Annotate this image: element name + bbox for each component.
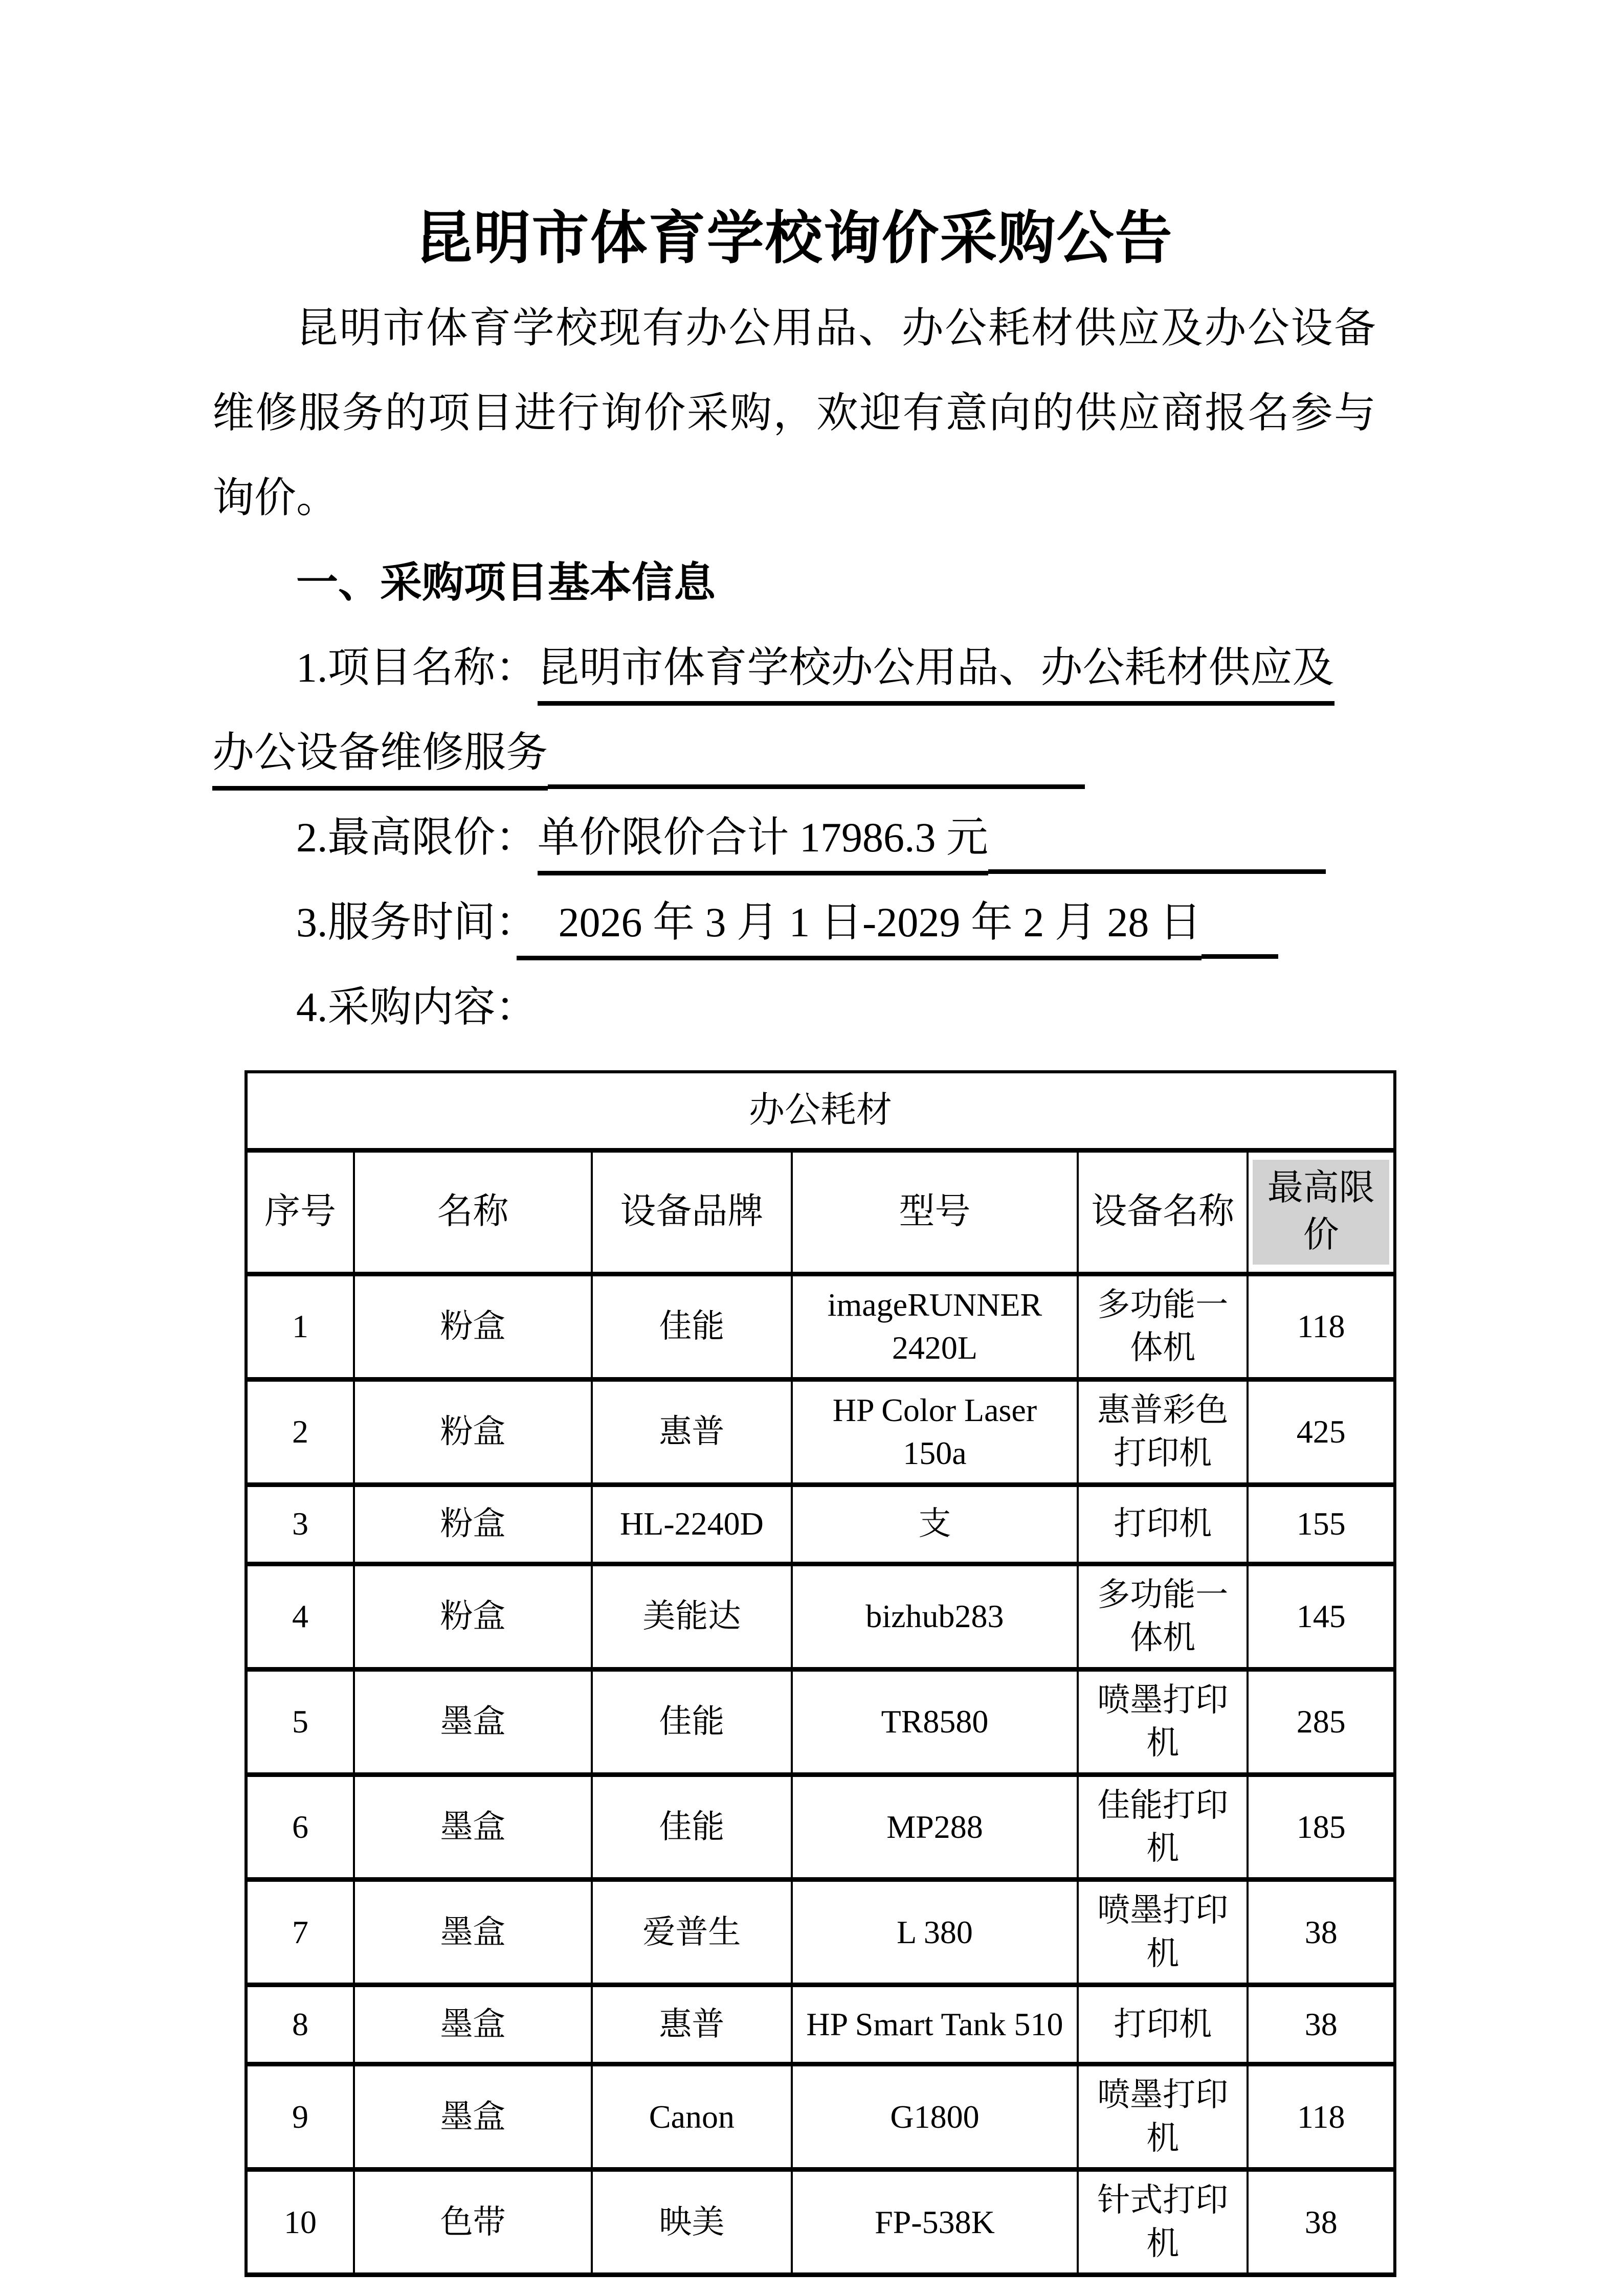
header-max-price [1248, 1151, 1395, 1274]
table-cell: 8 [246, 1985, 354, 2064]
table-cell: 3 [246, 1484, 354, 1564]
header-max-price-highlight: 最高限价 [1253, 1160, 1389, 1265]
table-cell: 墨盒 [354, 1880, 592, 1985]
header-name: 名称 [354, 1151, 592, 1274]
table-cell: 145 [1248, 1564, 1395, 1669]
item-purchase-content-label: 4.采购内容： [296, 984, 538, 1030]
table-cell: 墨盒 [354, 1774, 592, 1880]
table-cell: 美能达 [592, 1564, 792, 1669]
table-cell: 285 [1248, 1669, 1395, 1774]
header-model: 型号 [792, 1151, 1078, 1274]
table-cell: 墨盒 [354, 1985, 592, 2064]
table-cell: 打印机 [1078, 1484, 1248, 1564]
table-cell: 118 [1248, 2064, 1395, 2170]
table-cell: 针式打印机 [1078, 2170, 1248, 2275]
table-cell: MP288 [792, 1774, 1078, 1880]
table-cell: HP Smart Tank 510 [792, 1985, 1078, 2064]
table-row [246, 2170, 1395, 2275]
table-cell: 佳能 [592, 1274, 792, 1379]
table-cell: 惠普 [592, 1379, 792, 1484]
table-cell: 粉盒 [354, 1564, 592, 1669]
header-device-name: 设备名称 [1078, 1151, 1248, 1274]
table-cell: 打印机 [1078, 1985, 1248, 2064]
header-index: 序号 [246, 1151, 354, 1274]
table-cell: 7 [246, 1880, 354, 1985]
underline-extension [988, 869, 1326, 874]
table-row [246, 1379, 1395, 1484]
table-row [246, 1985, 1395, 2064]
table-cell: bizhub283 [792, 1564, 1078, 1669]
table-row [246, 1274, 1395, 1379]
item-project-name [212, 625, 1376, 795]
table-cell: G1800 [792, 2064, 1078, 2170]
table-cell: 喷墨打印机 [1078, 1880, 1248, 1985]
item-max-price [212, 795, 1376, 880]
table-cell: 粉盒 [354, 1379, 592, 1484]
table-cell: 爱普生 [592, 1880, 792, 1985]
underline-extension [548, 784, 1085, 789]
item-max-price-label: 2.最高限价： [296, 814, 538, 861]
consumables-table [244, 1070, 1396, 2277]
item-project-name-label: 1.项目名称： [296, 644, 538, 691]
table-cell: 墨盒 [354, 1669, 592, 1774]
item-service-time-label: 3.服务时间： [296, 899, 517, 946]
table-cell: 425 [1248, 1379, 1395, 1484]
table-cell: 喷墨打印机 [1078, 1669, 1248, 1774]
table-cell: 佳能 [592, 1774, 792, 1880]
table-cell: L 380 [792, 1880, 1078, 1985]
table-cell: 38 [1248, 1880, 1395, 1985]
table-row [246, 1564, 1395, 1669]
item-project-name-value: 昆明市体育学校办公用品、办公耗材供应及办公设备维修服务 [212, 644, 1334, 791]
table-cell: 38 [1248, 2170, 1395, 2275]
table-cell: 佳能打印机 [1078, 1774, 1248, 1880]
table-caption: 办公耗材 [246, 1072, 1395, 1151]
page-title: 昆明市体育学校询价采购公告 [415, 206, 1173, 270]
section-heading: 一、采购项目基本信息 [296, 559, 716, 606]
table-cell: imageRUNNER 2420L [792, 1274, 1078, 1379]
table-cell: 38 [1248, 1985, 1395, 2064]
table-row [246, 1774, 1395, 1880]
table-cell: 惠普彩色打印机 [1078, 1379, 1248, 1484]
table-row [246, 1880, 1395, 1985]
table-cell: 155 [1248, 1484, 1395, 1564]
header-brand: 设备品牌 [592, 1151, 792, 1274]
table-cell: 2 [246, 1379, 354, 1484]
item-service-time [212, 880, 1376, 965]
table-cell: 1 [246, 1274, 354, 1379]
table-cell: 粉盒 [354, 1274, 592, 1379]
table-cell: 粉盒 [354, 1484, 592, 1564]
table-cell: 10 [246, 2170, 354, 2275]
table-row [246, 1669, 1395, 1774]
item-max-price-value: 单价限价合计 17986.3 元 [538, 814, 989, 875]
table-row [246, 2064, 1395, 2170]
table-cell: 惠普 [592, 1985, 792, 2064]
table-body [246, 1274, 1395, 2275]
table-cell: 喷墨打印机 [1078, 2064, 1248, 2170]
table-cell: 9 [246, 2064, 354, 2170]
table-cell: 佳能 [592, 1669, 792, 1774]
table-cell: Canon [592, 2064, 792, 2170]
intro-paragraph: 昆明市体育学校现有办公用品、办公耗材供应及办公设备维修服务的项目进行询价采购，欢迎有意向的供应商报名参与询价。 [212, 305, 1376, 521]
table-cell: 支 [792, 1484, 1078, 1564]
table-cell: FP-538K [792, 2170, 1078, 2275]
table-cell: 185 [1248, 1774, 1395, 1880]
table-header-row [246, 1151, 1395, 1274]
table-cell: HP Color Laser 150a [792, 1379, 1078, 1484]
item-purchase-content [212, 965, 1376, 1050]
table-cell: 多功能一体机 [1078, 1564, 1248, 1669]
table-cell: 4 [246, 1564, 354, 1669]
table-cell: HL-2240D [592, 1484, 792, 1564]
table-cell: 6 [246, 1774, 354, 1880]
item-service-time-value: 2026 年 3 月 1 日-2029 年 2 月 28 日 [517, 899, 1202, 960]
underline-extension [1202, 954, 1278, 959]
table-row [246, 1484, 1395, 1564]
table-cell: 墨盒 [354, 2064, 592, 2170]
table-cell: 5 [246, 1669, 354, 1774]
table-caption-row [246, 1072, 1395, 1151]
table-cell: 色带 [354, 2170, 592, 2275]
table-cell: 118 [1248, 1274, 1395, 1379]
table-cell: 映美 [592, 2170, 792, 2275]
table-cell: TR8580 [792, 1669, 1078, 1774]
document-body [212, 286, 1376, 1050]
table-cell: 多功能一体机 [1078, 1274, 1248, 1379]
